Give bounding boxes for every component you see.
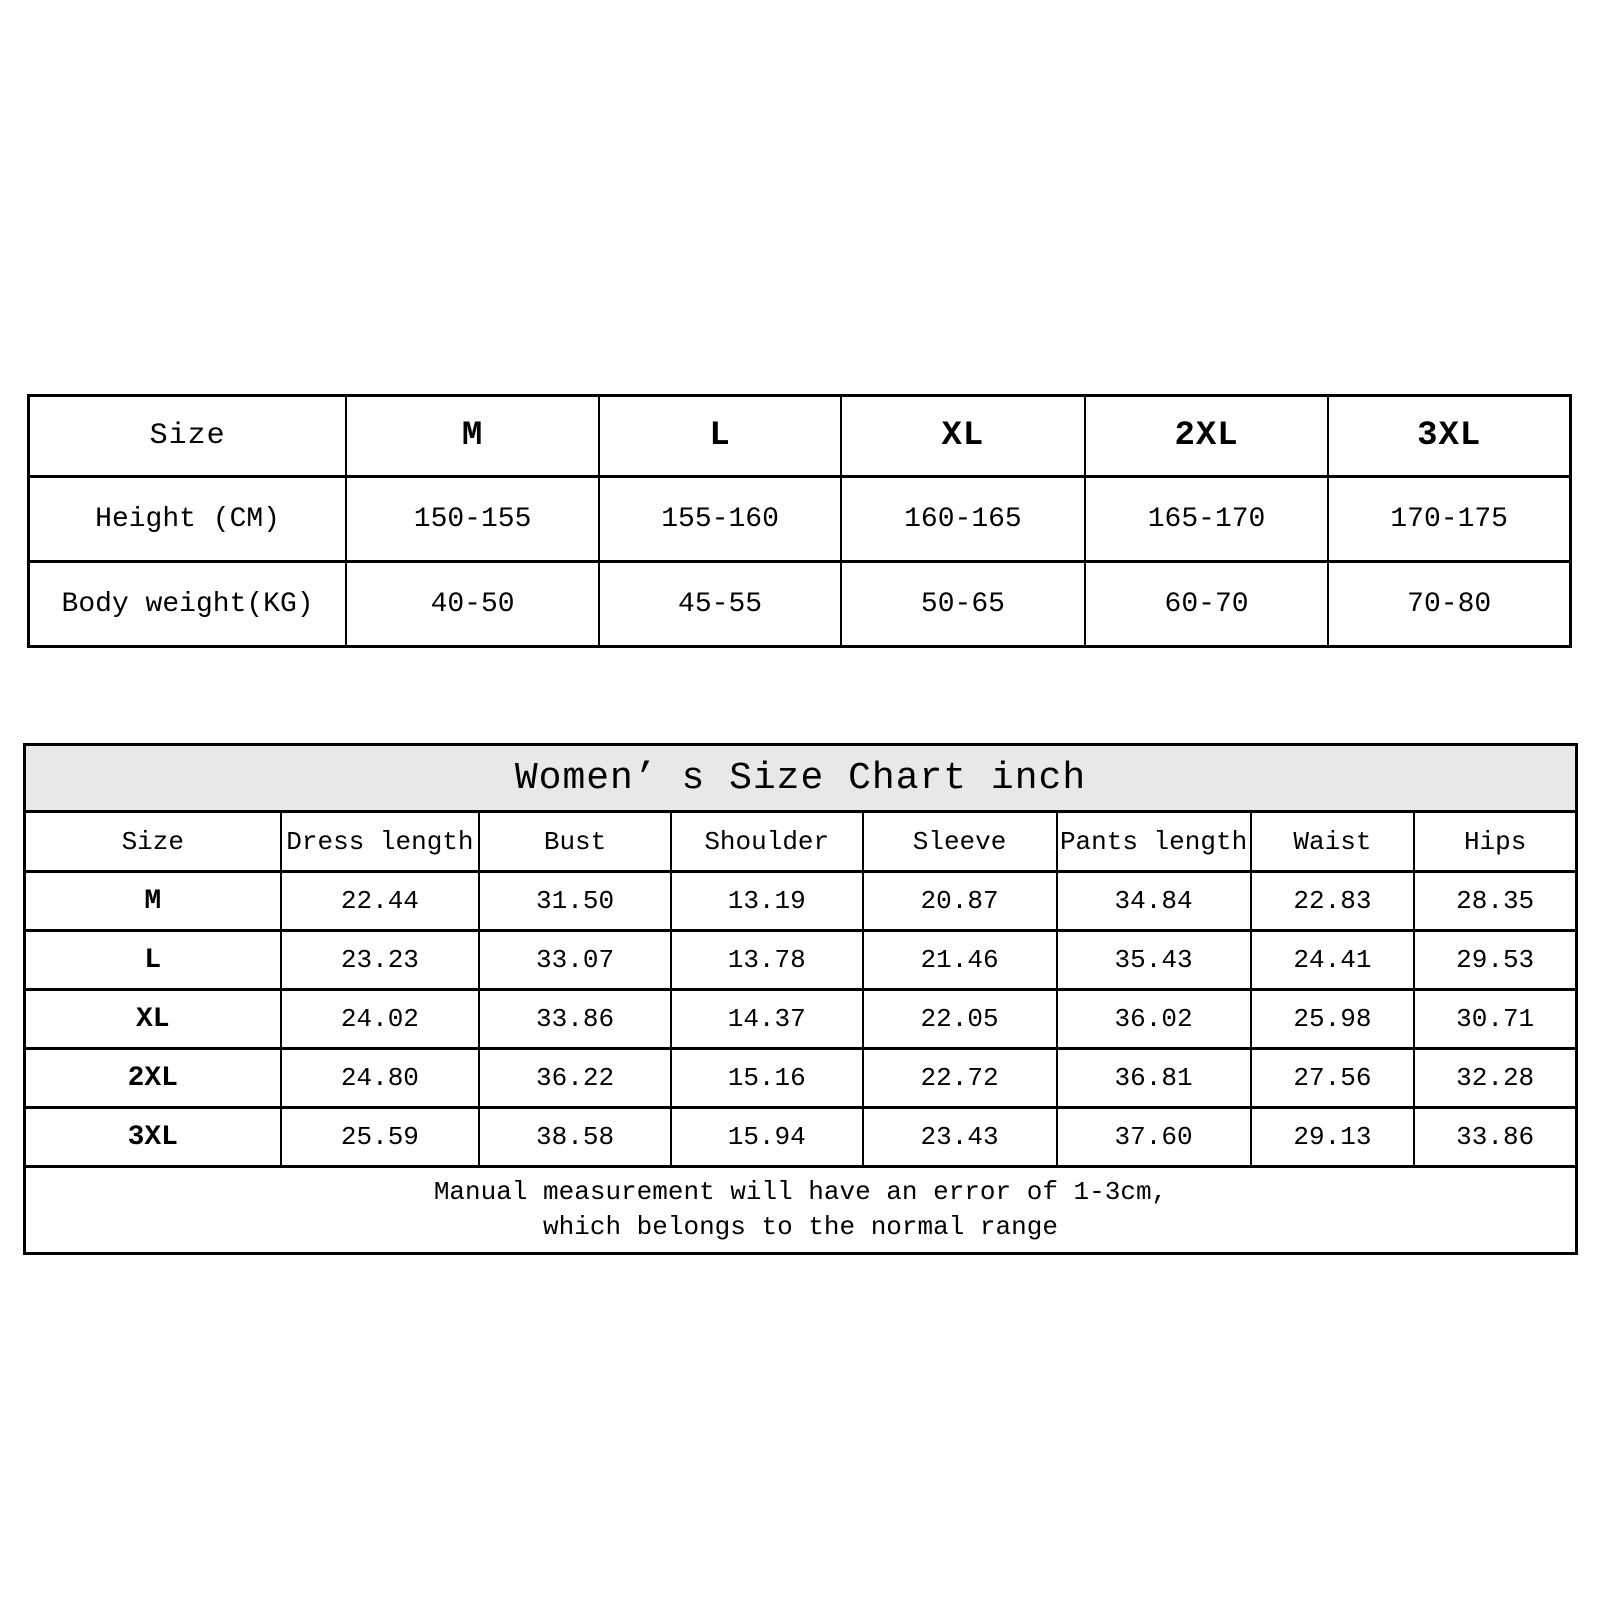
size-label: 3XL [25, 1108, 281, 1167]
height-row-label: Height (CM) [29, 477, 347, 562]
column-header-dress-length: Dress length [281, 812, 480, 872]
body-weight-value: 45-55 [599, 562, 841, 647]
size-row-2xl [25, 1049, 1577, 1108]
column-header-shoulder: Shoulder [671, 812, 863, 872]
measurement-value: 36.81 [1057, 1049, 1251, 1108]
body-weight-value: 40-50 [346, 562, 599, 647]
measurement-value: 28.35 [1414, 872, 1576, 931]
measurement-value: 21.46 [863, 931, 1057, 990]
measurement-value: 22.05 [863, 990, 1057, 1049]
body-weight-value: 50-65 [841, 562, 1085, 647]
measurement-value: 38.58 [479, 1108, 671, 1167]
measurement-note [25, 1167, 1577, 1254]
measurement-value: 35.43 [1057, 931, 1251, 990]
header-cell-3xl: 3XL [1328, 396, 1570, 477]
size-row-xl [25, 990, 1577, 1049]
chart-title-row [25, 745, 1577, 812]
height-value: 150-155 [346, 477, 599, 562]
column-header-hips: Hips [1414, 812, 1576, 872]
measurement-value: 29.53 [1414, 931, 1576, 990]
size-row-3xl [25, 1108, 1577, 1167]
measurement-value: 33.07 [479, 931, 671, 990]
measurement-value: 13.78 [671, 931, 863, 990]
size-header-row [29, 396, 1571, 477]
measurement-value: 15.94 [671, 1108, 863, 1167]
column-header-pants-length: Pants length [1057, 812, 1251, 872]
column-header-waist: Waist [1251, 812, 1415, 872]
measurement-value: 32.28 [1414, 1049, 1576, 1108]
measurement-value: 36.02 [1057, 990, 1251, 1049]
chart-column-header-row [25, 812, 1577, 872]
measurement-value: 37.60 [1057, 1108, 1251, 1167]
measurement-value: 30.71 [1414, 990, 1576, 1049]
measurement-value: 15.16 [671, 1049, 863, 1108]
measurement-value: 25.98 [1251, 990, 1415, 1049]
size-label: L [25, 931, 281, 990]
body-weight-row [29, 562, 1571, 647]
measurement-value: 25.59 [281, 1108, 480, 1167]
body-weight-value: 60-70 [1085, 562, 1329, 647]
measurement-value: 13.19 [671, 872, 863, 931]
size-height-weight-table [27, 394, 1572, 648]
measurement-value: 33.86 [479, 990, 671, 1049]
measurement-value: 22.72 [863, 1049, 1057, 1108]
measurement-value: 27.56 [1251, 1049, 1415, 1108]
size-label: M [25, 872, 281, 931]
body-weight-value: 70-80 [1328, 562, 1570, 647]
measurement-value: 24.02 [281, 990, 480, 1049]
measurement-value: 20.87 [863, 872, 1057, 931]
size-row-m [25, 872, 1577, 931]
womens-size-chart-container [23, 743, 1578, 1255]
measurement-note-row [25, 1167, 1577, 1254]
size-label: XL [25, 990, 281, 1049]
size-height-weight-table-container [27, 394, 1572, 648]
measurement-value: 22.83 [1251, 872, 1415, 931]
header-cell-2xl: 2XL [1085, 396, 1329, 477]
height-value: 165-170 [1085, 477, 1329, 562]
header-cell-m: M [346, 396, 599, 477]
height-row [29, 477, 1571, 562]
measurement-value: 22.44 [281, 872, 480, 931]
chart-title: Women’ s Size Chart inch [25, 745, 1577, 812]
measurement-value: 24.41 [1251, 931, 1415, 990]
size-label: 2XL [25, 1049, 281, 1108]
header-cell-xl: XL [841, 396, 1085, 477]
measurement-value: 34.84 [1057, 872, 1251, 931]
measurement-value: 31.50 [479, 872, 671, 931]
column-header-bust: Bust [479, 812, 671, 872]
measurement-value: 14.37 [671, 990, 863, 1049]
body-weight-row-label: Body weight(KG) [29, 562, 347, 647]
measurement-value: 33.86 [1414, 1108, 1576, 1167]
measurement-value: 36.22 [479, 1049, 671, 1108]
column-header-sleeve: Sleeve [863, 812, 1057, 872]
measurement-value: 24.80 [281, 1049, 480, 1108]
header-cell-size: Size [29, 396, 347, 477]
measurement-value: 23.43 [863, 1108, 1057, 1167]
measurement-value: 29.13 [1251, 1108, 1415, 1167]
measurement-note-line-2: which belongs to the normal range [543, 1212, 1058, 1242]
header-cell-l: L [599, 396, 841, 477]
height-value: 160-165 [841, 477, 1085, 562]
womens-size-chart-table [23, 743, 1578, 1255]
size-row-l [25, 931, 1577, 990]
column-header-size: Size [25, 812, 281, 872]
height-value: 170-175 [1328, 477, 1570, 562]
measurement-note-line-1: Manual measurement will have an error of 1-3cm, [433, 1176, 1168, 1207]
height-value: 155-160 [599, 477, 841, 562]
measurement-value: 23.23 [281, 931, 480, 990]
